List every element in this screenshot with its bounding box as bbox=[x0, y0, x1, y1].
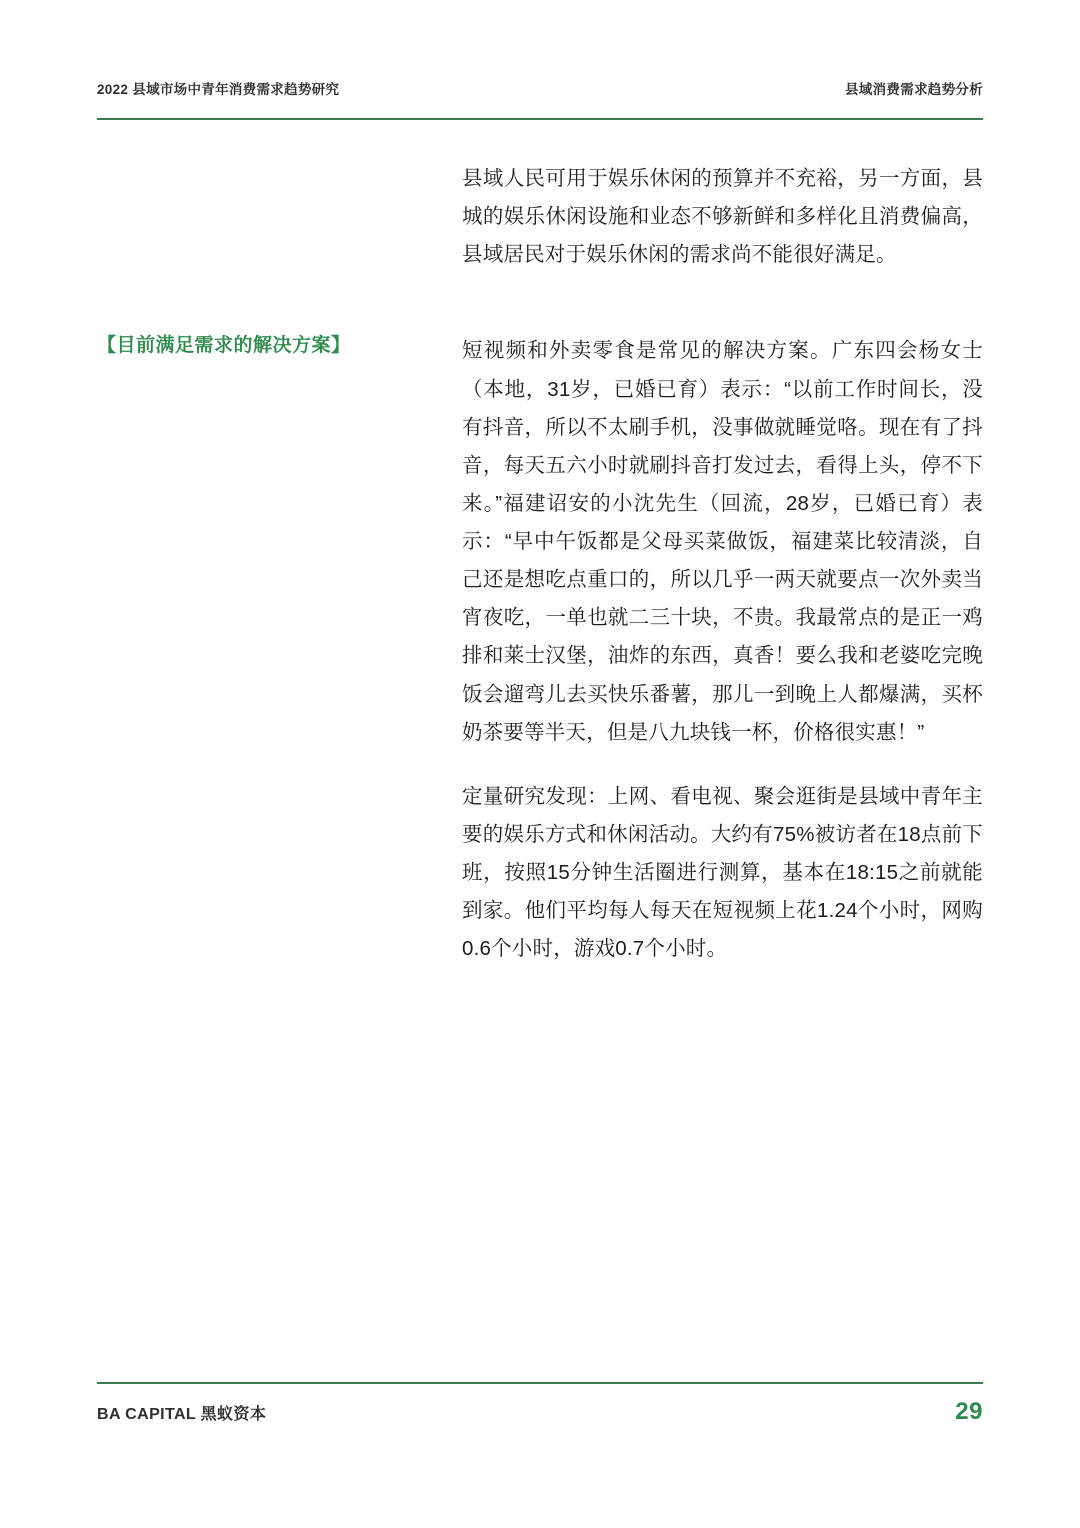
solutions-text-column bbox=[462, 332, 983, 968]
page-footer bbox=[97, 1398, 983, 1426]
intro-text-column bbox=[462, 160, 983, 274]
solutions-block bbox=[97, 332, 983, 968]
block-spacer bbox=[97, 274, 983, 332]
intro-block bbox=[97, 160, 983, 274]
page-content bbox=[97, 160, 983, 968]
section-label-column bbox=[97, 332, 462, 361]
footer-page-number: 29 bbox=[955, 1398, 983, 1425]
footer-divider bbox=[97, 1382, 983, 1384]
header-report-title: 2022 县域市场中青年消费需求趋势研究 bbox=[97, 82, 340, 97]
intro-paragraph: 县域人民可用于娱乐休闲的预算并不充裕，另一方面，县城的娱乐休闲设施和业态不够新鲜和多样化且消费偏高，县域居民对于娱乐休闲的需求尚不能很好满足。 bbox=[462, 167, 983, 267]
solutions-paragraph-qualitative: 短视频和外卖零食是常见的解决方案。广东四会杨女士（本地，31岁，已婚已育）表示：“以前工作时间长，没有抖音，所以不太刷手机，没事做就睡觉咯。现在有了抖音，每天五六小时就刷抖音打发过去，看得上头，停不下来。”福建诏安的小沈先生（回流，28岁，已婚已育）表示：“早中午饭都是父母买菜做饭，福建菜比较清淡，自己还是想吃点重口的，所以几乎一两天就要点一次外卖当宵夜吃，一单也就二三十块，不贵。我最常点的是正一鸡排和莱士汉堡，油炸的东西，真香！要么我和老婆吃完晚饭会遛弯儿去买快乐番薯，那儿一到晚上人都爆满，买杯奶茶要等半天，但是八九块钱一杯，价格很实惠！” bbox=[462, 339, 983, 744]
header-divider bbox=[97, 118, 983, 120]
solutions-paragraph-quantitative: 定量研究发现：上网、看电视、聚会逛街是县域中青年主要的娱乐方式和休闲活动。大约有75%被访者在18点前下班，按照15分钟生活圈进行测算，基本在18:15之前就能到家。他们平均每人每天在短视频上花1.24个小时，网购0.6个小时，游戏0.7个小时。 bbox=[462, 784, 983, 961]
page-header bbox=[97, 78, 983, 98]
header-section-title: 县域消费需求趋势分析 bbox=[845, 82, 983, 97]
section-label-solutions: 【目前满足需求的解决方案】 bbox=[97, 335, 351, 357]
footer-brand: BA CAPITAL 黑蚁资本 bbox=[97, 1405, 267, 1423]
